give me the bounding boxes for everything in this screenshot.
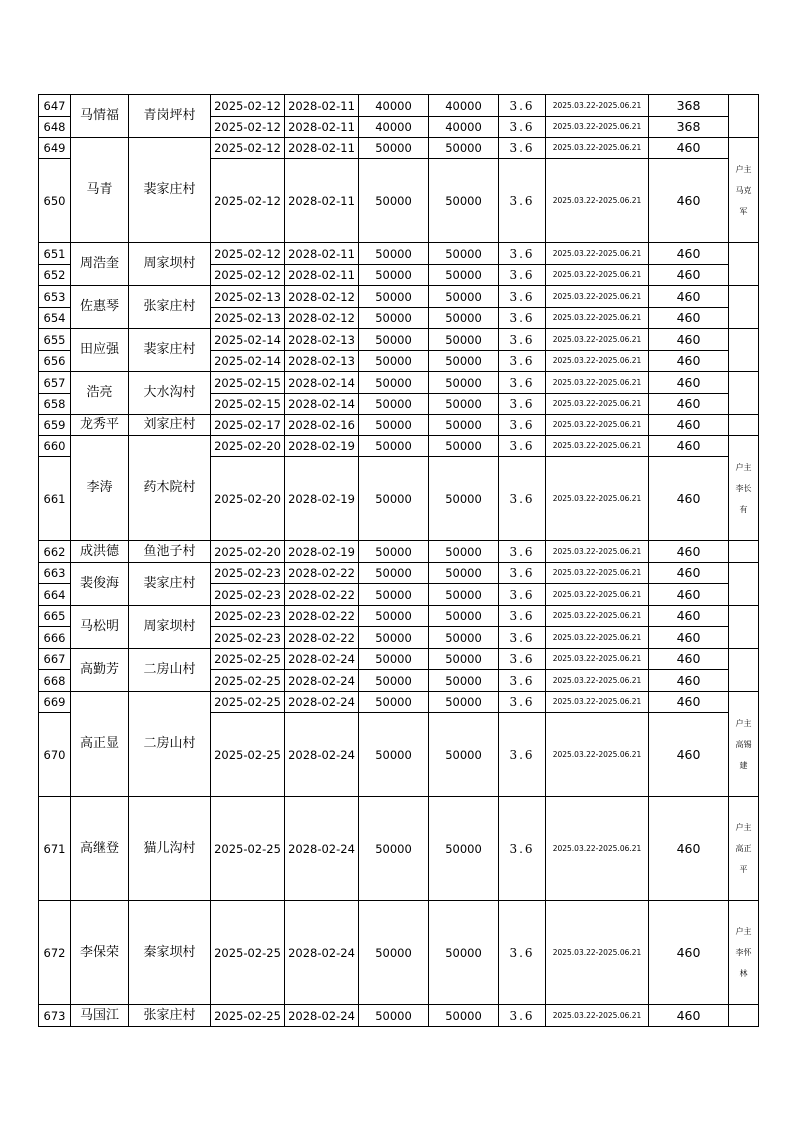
rate-cell: 3.6 [499,159,546,243]
note-cell [729,649,759,692]
village-cell: 鱼池子村 [129,541,211,563]
interest-cell: 460 [649,541,729,563]
balance-cell: 50000 [429,713,499,797]
period-cell: 2025.03.22-2025.06.21 [546,286,649,308]
amount-cell: 40000 [359,95,429,117]
rate-cell: 3.6 [499,243,546,265]
period-cell: 2025.03.22-2025.06.21 [546,138,649,159]
start-date-cell: 2025-02-25 [211,1005,285,1027]
balance-cell: 50000 [429,1005,499,1027]
rate-cell: 3.6 [499,138,546,159]
start-date-cell: 2025-02-13 [211,286,285,308]
table-row [39,606,759,627]
note-cell [729,1005,759,1027]
period-cell: 2025.03.22-2025.06.21 [546,243,649,265]
amount-cell: 50000 [359,159,429,243]
amount-cell: 50000 [359,1005,429,1027]
table-row [39,797,759,901]
amount-cell: 50000 [359,901,429,1005]
rate-cell: 3.6 [499,351,546,372]
name-cell: 成洪德 [71,541,129,563]
start-date-cell: 2025-02-25 [211,713,285,797]
village-cell: 张家庄村 [129,286,211,329]
amount-cell: 50000 [359,797,429,901]
name-cell: 马情福 [71,95,129,138]
table-row [39,901,759,1005]
seq-cell: 647 [39,95,71,117]
table-row [39,563,759,584]
end-date-cell: 2028-02-13 [285,329,359,351]
seq-cell: 655 [39,329,71,351]
amount-cell: 50000 [359,351,429,372]
interest-cell: 460 [649,308,729,329]
seq-cell: 658 [39,394,71,415]
balance-cell: 50000 [429,415,499,436]
amount-cell: 50000 [359,243,429,265]
seq-cell: 652 [39,265,71,286]
balance-cell: 50000 [429,457,499,541]
balance-cell: 50000 [429,606,499,627]
amount-cell: 50000 [359,265,429,286]
period-cell: 2025.03.22-2025.06.21 [546,584,649,606]
balance-cell: 50000 [429,243,499,265]
interest-cell: 460 [649,692,729,713]
balance-cell: 50000 [429,308,499,329]
table-row [39,649,759,670]
start-date-cell: 2025-02-15 [211,372,285,394]
end-date-cell: 2028-02-11 [285,159,359,243]
rate-cell: 3.6 [499,415,546,436]
end-date-cell: 2028-02-11 [285,95,359,117]
rate-cell: 3.6 [499,584,546,606]
rate-cell: 3.6 [499,329,546,351]
interest-cell: 460 [649,457,729,541]
name-cell: 李涛 [71,436,129,541]
start-date-cell: 2025-02-25 [211,797,285,901]
rate-cell: 3.6 [499,797,546,901]
balance-cell: 50000 [429,584,499,606]
end-date-cell: 2028-02-14 [285,372,359,394]
balance-cell: 50000 [429,329,499,351]
rate-cell: 3.6 [499,670,546,692]
seq-cell: 664 [39,584,71,606]
note-cell [729,563,759,606]
period-cell: 2025.03.22-2025.06.21 [546,670,649,692]
table-row [39,95,759,117]
seq-cell: 654 [39,308,71,329]
interest-cell: 460 [649,670,729,692]
amount-cell: 40000 [359,117,429,138]
village-cell: 周家坝村 [129,606,211,649]
period-cell: 2025.03.22-2025.06.21 [546,713,649,797]
end-date-cell: 2028-02-24 [285,649,359,670]
seq-cell: 659 [39,415,71,436]
seq-cell: 662 [39,541,71,563]
rate-cell: 3.6 [499,95,546,117]
rate-cell: 3.6 [499,308,546,329]
note-cell [729,95,759,138]
village-cell: 裴家庄村 [129,329,211,372]
name-cell: 高正显 [71,692,129,797]
rate-cell: 3.6 [499,563,546,584]
amount-cell: 50000 [359,329,429,351]
village-cell: 药木院村 [129,436,211,541]
start-date-cell: 2025-02-23 [211,563,285,584]
end-date-cell: 2028-02-11 [285,243,359,265]
note-cell [729,606,759,649]
interest-cell: 460 [649,394,729,415]
interest-cell: 460 [649,243,729,265]
interest-cell: 460 [649,159,729,243]
end-date-cell: 2028-02-19 [285,457,359,541]
name-cell: 马国江 [71,1005,129,1027]
balance-cell: 40000 [429,95,499,117]
balance-cell: 40000 [429,117,499,138]
village-cell: 二房山村 [129,649,211,692]
seq-cell: 671 [39,797,71,901]
table-row [39,138,759,159]
table-row [39,286,759,308]
start-date-cell: 2025-02-15 [211,394,285,415]
village-cell: 周家坝村 [129,243,211,286]
village-cell: 裴家庄村 [129,138,211,243]
village-cell: 猫儿沟村 [129,797,211,901]
end-date-cell: 2028-02-11 [285,265,359,286]
seq-cell: 648 [39,117,71,138]
seq-cell: 657 [39,372,71,394]
start-date-cell: 2025-02-12 [211,159,285,243]
end-date-cell: 2028-02-19 [285,541,359,563]
end-date-cell: 2028-02-22 [285,563,359,584]
start-date-cell: 2025-02-20 [211,457,285,541]
note-cell [729,286,759,329]
period-cell: 2025.03.22-2025.06.21 [546,372,649,394]
note-cell: 户主高锡建 [729,692,759,797]
interest-cell: 460 [649,372,729,394]
period-cell: 2025.03.22-2025.06.21 [546,457,649,541]
balance-cell: 50000 [429,265,499,286]
note-cell [729,372,759,415]
seq-cell: 670 [39,713,71,797]
note-cell [729,415,759,436]
end-date-cell: 2028-02-19 [285,436,359,457]
loan-table [38,94,759,1027]
seq-cell: 673 [39,1005,71,1027]
rate-cell: 3.6 [499,1005,546,1027]
rate-cell: 3.6 [499,606,546,627]
name-cell: 高继登 [71,797,129,901]
seq-cell: 650 [39,159,71,243]
amount-cell: 50000 [359,308,429,329]
start-date-cell: 2025-02-25 [211,901,285,1005]
rate-cell: 3.6 [499,627,546,649]
balance-cell: 50000 [429,159,499,243]
end-date-cell: 2028-02-12 [285,286,359,308]
seq-cell: 672 [39,901,71,1005]
end-date-cell: 2028-02-24 [285,713,359,797]
balance-cell: 50000 [429,670,499,692]
interest-cell: 460 [649,286,729,308]
rate-cell: 3.6 [499,372,546,394]
village-cell: 二房山村 [129,692,211,797]
name-cell: 田应强 [71,329,129,372]
amount-cell: 50000 [359,138,429,159]
interest-cell: 460 [649,351,729,372]
seq-cell: 649 [39,138,71,159]
table-row [39,1005,759,1027]
seq-cell: 653 [39,286,71,308]
end-date-cell: 2028-02-24 [285,797,359,901]
amount-cell: 50000 [359,457,429,541]
name-cell: 浩亮 [71,372,129,415]
balance-cell: 50000 [429,138,499,159]
period-cell: 2025.03.22-2025.06.21 [546,329,649,351]
period-cell: 2025.03.22-2025.06.21 [546,627,649,649]
end-date-cell: 2028-02-13 [285,351,359,372]
rate-cell: 3.6 [499,541,546,563]
village-cell: 青岗坪村 [129,95,211,138]
start-date-cell: 2025-02-20 [211,436,285,457]
balance-cell: 50000 [429,372,499,394]
balance-cell: 50000 [429,901,499,1005]
period-cell: 2025.03.22-2025.06.21 [546,117,649,138]
note-cell: 户主高正平 [729,797,759,901]
interest-cell: 460 [649,713,729,797]
amount-cell: 50000 [359,649,429,670]
note-cell [729,329,759,372]
name-cell: 裴俊海 [71,563,129,606]
start-date-cell: 2025-02-14 [211,329,285,351]
village-cell: 张家庄村 [129,1005,211,1027]
period-cell: 2025.03.22-2025.06.21 [546,541,649,563]
name-cell: 高勤芳 [71,649,129,692]
table-row [39,541,759,563]
interest-cell: 460 [649,584,729,606]
name-cell: 周浩奎 [71,243,129,286]
start-date-cell: 2025-02-20 [211,541,285,563]
seq-cell: 669 [39,692,71,713]
period-cell: 2025.03.22-2025.06.21 [546,606,649,627]
start-date-cell: 2025-02-23 [211,584,285,606]
rate-cell: 3.6 [499,692,546,713]
interest-cell: 460 [649,649,729,670]
period-cell: 2025.03.22-2025.06.21 [546,265,649,286]
end-date-cell: 2028-02-22 [285,606,359,627]
start-date-cell: 2025-02-25 [211,692,285,713]
period-cell: 2025.03.22-2025.06.21 [546,415,649,436]
seq-cell: 651 [39,243,71,265]
amount-cell: 50000 [359,627,429,649]
rate-cell: 3.6 [499,457,546,541]
rate-cell: 3.6 [499,649,546,670]
seq-cell: 663 [39,563,71,584]
end-date-cell: 2028-02-16 [285,415,359,436]
amount-cell: 50000 [359,415,429,436]
name-cell: 马松明 [71,606,129,649]
seq-cell: 661 [39,457,71,541]
period-cell: 2025.03.22-2025.06.21 [546,563,649,584]
balance-cell: 50000 [429,627,499,649]
rate-cell: 3.6 [499,265,546,286]
period-cell: 2025.03.22-2025.06.21 [546,901,649,1005]
period-cell: 2025.03.22-2025.06.21 [546,797,649,901]
balance-cell: 50000 [429,692,499,713]
amount-cell: 50000 [359,563,429,584]
end-date-cell: 2028-02-11 [285,117,359,138]
period-cell: 2025.03.22-2025.06.21 [546,692,649,713]
table-row [39,329,759,351]
interest-cell: 460 [649,1005,729,1027]
start-date-cell: 2025-02-12 [211,95,285,117]
balance-cell: 50000 [429,541,499,563]
amount-cell: 50000 [359,584,429,606]
amount-cell: 50000 [359,541,429,563]
start-date-cell: 2025-02-12 [211,138,285,159]
seq-cell: 668 [39,670,71,692]
village-cell: 大水沟村 [129,372,211,415]
interest-cell: 460 [649,797,729,901]
start-date-cell: 2025-02-17 [211,415,285,436]
seq-cell: 667 [39,649,71,670]
rate-cell: 3.6 [499,117,546,138]
table-row [39,372,759,394]
interest-cell: 460 [649,415,729,436]
balance-cell: 50000 [429,286,499,308]
balance-cell: 50000 [429,351,499,372]
table-row [39,436,759,457]
period-cell: 2025.03.22-2025.06.21 [546,159,649,243]
interest-cell: 368 [649,117,729,138]
interest-cell: 460 [649,138,729,159]
end-date-cell: 2028-02-24 [285,1005,359,1027]
note-cell [729,243,759,286]
balance-cell: 50000 [429,797,499,901]
end-date-cell: 2028-02-24 [285,692,359,713]
amount-cell: 50000 [359,436,429,457]
name-cell: 佐惠琴 [71,286,129,329]
period-cell: 2025.03.22-2025.06.21 [546,436,649,457]
seq-cell: 666 [39,627,71,649]
period-cell: 2025.03.22-2025.06.21 [546,308,649,329]
seq-cell: 656 [39,351,71,372]
period-cell: 2025.03.22-2025.06.21 [546,1005,649,1027]
note-cell: 户主李怀林 [729,901,759,1005]
note-cell: 户主李长有 [729,436,759,541]
start-date-cell: 2025-02-23 [211,627,285,649]
balance-cell: 50000 [429,436,499,457]
table-row [39,415,759,436]
start-date-cell: 2025-02-12 [211,265,285,286]
amount-cell: 50000 [359,606,429,627]
rate-cell: 3.6 [499,713,546,797]
rate-cell: 3.6 [499,901,546,1005]
interest-cell: 460 [649,329,729,351]
period-cell: 2025.03.22-2025.06.21 [546,351,649,372]
balance-cell: 50000 [429,394,499,415]
start-date-cell: 2025-02-14 [211,351,285,372]
end-date-cell: 2028-02-22 [285,584,359,606]
start-date-cell: 2025-02-12 [211,117,285,138]
interest-cell: 460 [649,563,729,584]
table-row [39,692,759,713]
end-date-cell: 2028-02-12 [285,308,359,329]
seq-cell: 665 [39,606,71,627]
period-cell: 2025.03.22-2025.06.21 [546,394,649,415]
amount-cell: 50000 [359,670,429,692]
rate-cell: 3.6 [499,394,546,415]
seq-cell: 660 [39,436,71,457]
balance-cell: 50000 [429,563,499,584]
end-date-cell: 2028-02-24 [285,901,359,1005]
name-cell: 李保荣 [71,901,129,1005]
amount-cell: 50000 [359,286,429,308]
village-cell: 裴家庄村 [129,563,211,606]
note-cell: 户主马克军 [729,138,759,243]
interest-cell: 460 [649,606,729,627]
start-date-cell: 2025-02-12 [211,243,285,265]
interest-cell: 460 [649,436,729,457]
end-date-cell: 2028-02-24 [285,670,359,692]
balance-cell: 50000 [429,649,499,670]
amount-cell: 50000 [359,394,429,415]
end-date-cell: 2028-02-14 [285,394,359,415]
rate-cell: 3.6 [499,286,546,308]
start-date-cell: 2025-02-13 [211,308,285,329]
period-cell: 2025.03.22-2025.06.21 [546,95,649,117]
period-cell: 2025.03.22-2025.06.21 [546,649,649,670]
interest-cell: 460 [649,627,729,649]
note-cell [729,541,759,563]
village-cell: 秦家坝村 [129,901,211,1005]
amount-cell: 50000 [359,372,429,394]
end-date-cell: 2028-02-11 [285,138,359,159]
start-date-cell: 2025-02-25 [211,670,285,692]
table-row [39,243,759,265]
name-cell: 龙秀平 [71,415,129,436]
village-cell: 刘家庄村 [129,415,211,436]
start-date-cell: 2025-02-23 [211,606,285,627]
end-date-cell: 2028-02-22 [285,627,359,649]
interest-cell: 460 [649,265,729,286]
interest-cell: 368 [649,95,729,117]
amount-cell: 50000 [359,692,429,713]
amount-cell: 50000 [359,713,429,797]
name-cell: 马青 [71,138,129,243]
rate-cell: 3.6 [499,436,546,457]
interest-cell: 460 [649,901,729,1005]
start-date-cell: 2025-02-25 [211,649,285,670]
